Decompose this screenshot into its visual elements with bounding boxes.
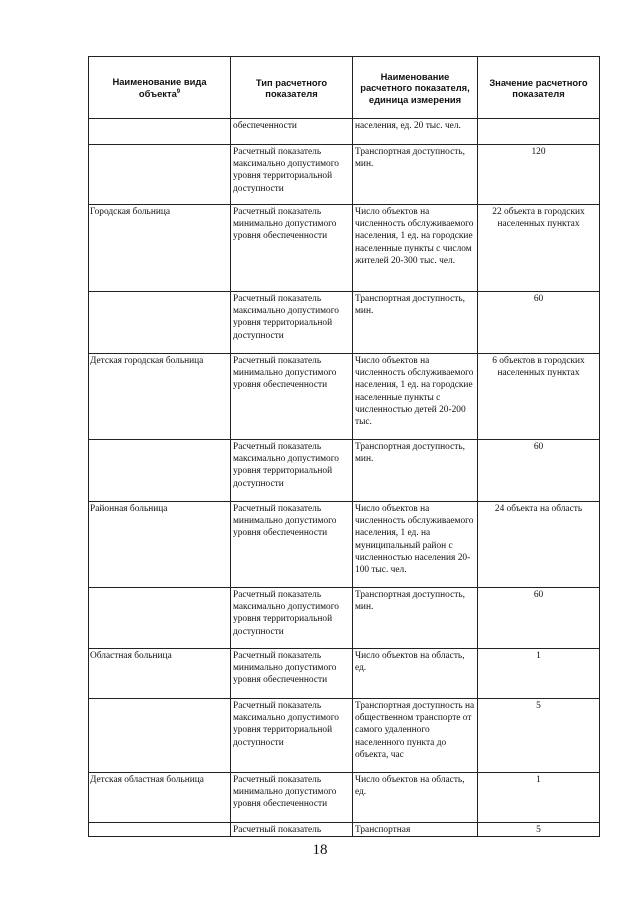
cell-indicator-type: Расчетный показатель минимально допустимого уровня обеспеченности — [231, 502, 353, 588]
header-indicator-type: Тип расчетного показателя — [231, 57, 353, 119]
cell-indicator-name: Число объектов на численность обслуживаемого населения, 1 ед. на муниципальный район с численностью населения 20-100 тыс. чел. — [353, 502, 478, 588]
cell-object-name — [89, 440, 231, 502]
table-row — [89, 205, 600, 292]
cell-object-name — [89, 292, 231, 354]
cell-indicator-value: 60 — [478, 292, 600, 354]
table-row — [89, 119, 600, 145]
cell-object-name — [89, 823, 231, 837]
header-indicator-name: Наименование расчетного показателя, единица измерения — [353, 57, 478, 119]
cell-indicator-name: Число объектов на область, ед. — [353, 773, 478, 823]
cell-object-name — [89, 699, 231, 773]
cell-indicator-type: Расчетный показатель минимально допустимого уровня обеспеченности — [231, 205, 353, 292]
cell-indicator-value: 24 объекта на область — [478, 502, 600, 588]
cell-indicator-name: Транспортная — [353, 823, 478, 837]
cell-indicator-type: Расчетный показатель минимально допустимого уровня обеспеченности — [231, 354, 353, 440]
header-object-type: Наименование вида объекта$^9$ — [89, 57, 231, 119]
cell-indicator-type: Расчетный показатель максимально допустимого уровня территориальной доступности — [231, 588, 353, 649]
cell-indicator-type: Расчетный показатель максимально допустимого уровня территориальной доступности — [231, 292, 353, 354]
cell-indicator-value: 60 — [478, 440, 600, 502]
cell-indicator-type: Расчетный показатель максимально допустимого уровня территориальной доступности — [231, 699, 353, 773]
cell-indicator-value: 120 — [478, 145, 600, 205]
cell-indicator-value: 22 объекта в городских населенных пунктах — [478, 205, 600, 292]
cell-indicator-name: Число объектов на численность обслуживаемого населения, 1 ед. на городские населенные пункты с числом жителей 20-300 тыс. чел. — [353, 205, 478, 292]
table-row — [89, 773, 600, 823]
table-header-row — [89, 57, 600, 119]
table-row — [89, 354, 600, 440]
cell-indicator-type: Расчетный показатель — [231, 823, 353, 837]
cell-indicator-name: Транспортная доступность, мин. — [353, 588, 478, 649]
page-number: 18 — [312, 842, 328, 858]
indicators-table — [88, 56, 600, 837]
table-row — [89, 145, 600, 205]
cell-indicator-value: 5 — [478, 699, 600, 773]
table-row — [89, 588, 600, 649]
table-row — [89, 292, 600, 354]
cell-indicator-type: Расчетный показатель максимально допустимого уровня территориальной доступности — [231, 440, 353, 502]
table-row — [89, 440, 600, 502]
cell-indicator-name: населения, ед. 20 тыс. чел. — [353, 119, 478, 145]
header-indicator-value: Значение расчетного показателя — [478, 57, 600, 119]
cell-indicator-name: Транспортная доступность, мин. — [353, 145, 478, 205]
cell-indicator-value: 1 — [478, 649, 600, 699]
table-row — [89, 502, 600, 588]
cell-object-name: Городская больница — [89, 205, 231, 292]
cell-object-name: Районная больница — [89, 502, 231, 588]
cell-indicator-value: 1 — [478, 773, 600, 823]
cell-indicator-value — [478, 119, 600, 145]
cell-object-name — [89, 145, 231, 205]
cell-indicator-value: 60 — [478, 588, 600, 649]
cell-indicator-type: Расчетный показатель минимально допустимого уровня обеспеченности — [231, 649, 353, 699]
cell-indicator-type: Расчетный показатель минимально допустимого уровня обеспеченности — [231, 773, 353, 823]
table-row — [89, 823, 600, 837]
cell-object-name — [89, 119, 231, 145]
cell-indicator-name: Транспортная доступность, мин. — [353, 440, 478, 502]
cell-object-name — [89, 588, 231, 649]
cell-indicator-type: Расчетный показатель максимально допустимого уровня территориальной доступности — [231, 145, 353, 205]
cell-indicator-name: Транспортная доступность, мин. — [353, 292, 478, 354]
cell-indicator-type: обеспеченности — [231, 119, 353, 145]
cell-indicator-name: Число объектов на численность обслуживаемого населения, 1 ед. на городские населенные пункты с численностью детей 20-200 тыс. — [353, 354, 478, 440]
cell-indicator-name: Число объектов на область, ед. — [353, 649, 478, 699]
cell-indicator-name: Транспортная доступность на общественном транспорте от самого удаленного населенного пункта до объекта, час — [353, 699, 478, 773]
cell-object-name: Детская городская больница — [89, 354, 231, 440]
cell-indicator-value: 5 — [478, 823, 600, 837]
cell-indicator-value: 6 объектов в городских населенных пунктах — [478, 354, 600, 440]
table-row — [89, 699, 600, 773]
table-row — [89, 649, 600, 699]
cell-object-name: Детская областная больница — [89, 773, 231, 823]
cell-object-name: Областная больница — [89, 649, 231, 699]
